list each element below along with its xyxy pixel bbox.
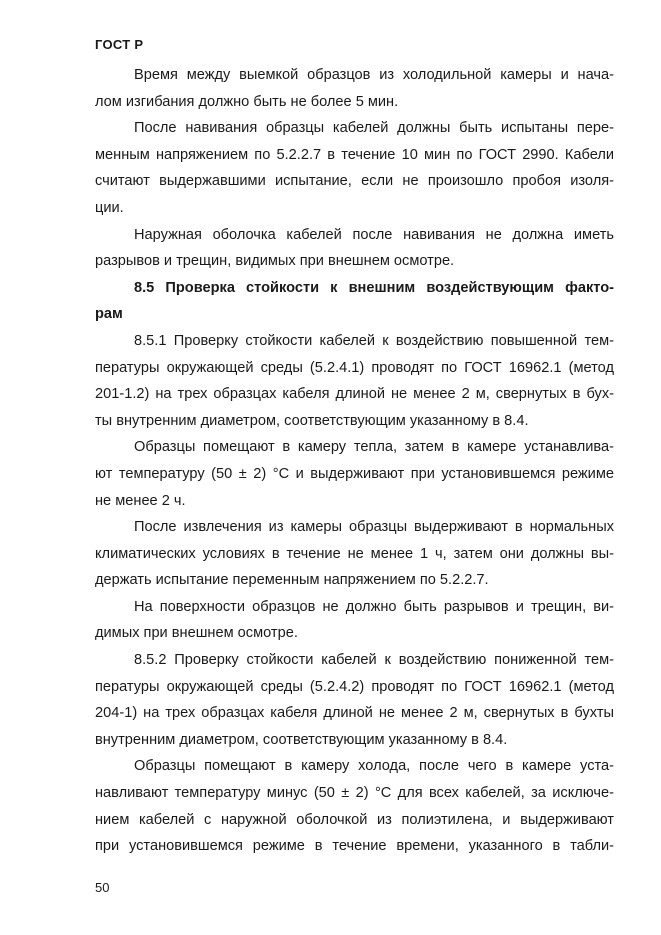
text-line: ции. [95,199,124,216]
text-line: внутренним диаметром, соответствующим указанному в 8.4. [95,731,508,748]
text-line: нием кабелей с наружной оболочкой из полиэтилена, и выдерживают [95,811,614,828]
text-line: навливают температуру минус (50 ± 2) °С для всех кабелей, за исключе- [95,785,614,802]
paragraph [95,647,614,753]
paragraph [95,328,614,434]
text-line: После навивания образцы кабелей должны быть испытаны пере- [134,120,614,137]
text-line: разрывов и трещин, видимых при внешнем осмотре. [95,253,455,270]
paragraph [95,434,614,514]
paragraph [95,115,614,221]
page-number: 50 [95,880,110,895]
text-line: пературы окружающей среды (5.2.4.1) проводят по ГОСТ 16962.1 (метод [95,359,614,376]
text-line: димых при внешнем осмотре. [95,625,298,642]
text-line: 8.5 Проверка стойкости к внешним воздействующим факто- [134,279,614,296]
document-body [95,62,614,860]
text-line: Наружная оболочка кабелей после навивания не должна иметь [134,226,614,243]
text-line: лом изгибания должно быть не более 5 мин. [95,93,399,110]
paragraph [95,594,614,647]
text-line: ют температуру (50 ± 2) °С и выдерживают при установившемся режиме [95,465,614,482]
text-line: климатических условиях в течение не менее 1 ч, затем они должны вы- [95,545,614,562]
text-line: Время между выемкой образцов из холодильной камеры и нача- [134,67,614,83]
text-line: После извлечения из камеры образцы выдерживают в нормальных [134,519,614,536]
text-line: считают выдержавшими испытание, если не произошло пробоя изоля- [95,173,614,190]
text-line: Образцы помещают в камеру тепла, затем в камере устанавлива- [134,439,614,456]
text-line: 8.5.2 Проверку стойкости кабелей к воздействию пониженной тем- [134,652,614,669]
text-line: не менее 2 ч. [95,492,186,509]
text-line: На поверхности образцов не должно быть разрывов и трещин, ви- [134,598,614,615]
paragraph [95,222,614,275]
text-line: рам [95,306,123,323]
paragraph [95,62,614,115]
text-line: ты внутренним диаметром, соответствующим указанному в 8.4. [95,412,529,429]
text-line: 8.5.1 Проверку стойкости кабелей к воздействию повышенной тем- [134,332,614,349]
paragraph [95,514,614,594]
text-line: менным напряжением по 5.2.2.7 в течение 10 мин по ГОСТ 2990. Кабели [95,146,614,163]
text-line: 204-1) на трех образцах кабеля длиной не менее 2 м, свернутых в бухты [95,705,614,722]
section-heading [95,275,614,328]
text-line: пературы окружающей среды (5.2.4.2) проводят по ГОСТ 16962.1 (метод [95,678,614,695]
text-line: Образцы помещают в камеру холода, после чего в камере уста- [134,758,614,775]
text-line: 201-1.2) на трех образцах кабеля длиной не менее 2 м, свернутых в бух- [95,386,614,403]
text-line: держать испытание переменным напряжением по 5.2.2.7. [95,572,489,589]
text-line: при установившемся режиме в течение времени, указанного в табли- [95,838,614,855]
paragraph [95,753,614,859]
document-header: ГОСТ Р [95,37,144,52]
